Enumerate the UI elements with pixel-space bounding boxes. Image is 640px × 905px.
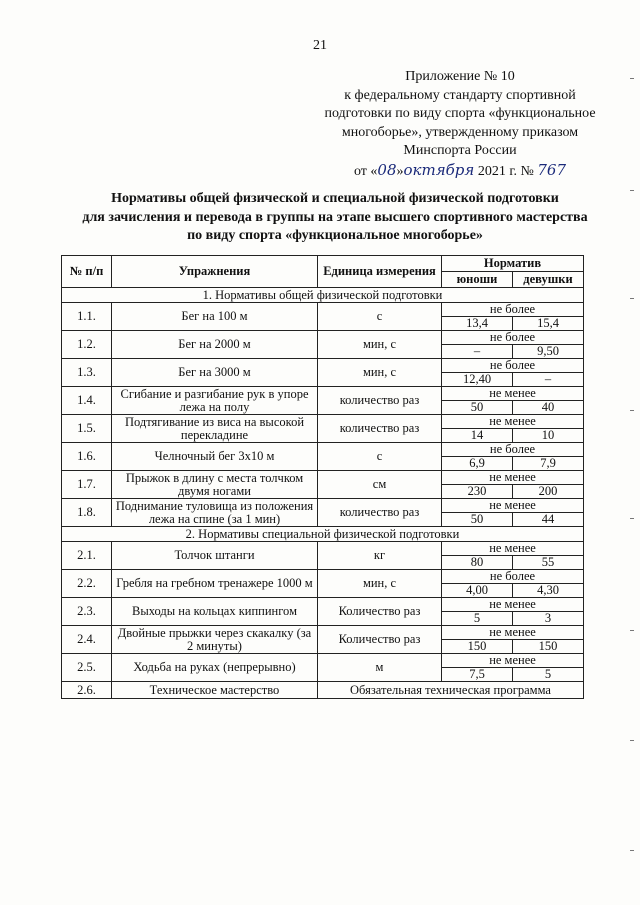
row-exercise: Бег на 3000 м: [112, 359, 318, 387]
row-boys-value: 150: [442, 640, 513, 654]
table-row: [62, 598, 584, 612]
row-condition: не более: [442, 303, 584, 317]
row-exercise: Бег на 2000 м: [112, 331, 318, 359]
row-boys-value: 230: [442, 485, 513, 499]
row-unit: мин, с: [318, 331, 442, 359]
title-line: Нормативы общей физической и специальной физической подготовки: [111, 191, 559, 206]
row-condition: не менее: [442, 471, 584, 485]
page-number: 21: [313, 38, 327, 53]
row-boys-value: 14: [442, 429, 513, 443]
row-unit: Количество раз: [318, 598, 442, 626]
row-condition: не менее: [442, 387, 584, 401]
header-exercise: Упражнения: [112, 256, 318, 288]
margin-mark: [630, 190, 634, 191]
header-norm: Норматив: [442, 256, 584, 272]
row-condition: не менее: [442, 542, 584, 556]
row-unit: см: [318, 471, 442, 499]
appendix-line: многоборье», утвержденному приказом: [341, 124, 579, 140]
row-girls-value: 40: [513, 401, 584, 415]
row-unit: количество раз: [318, 415, 442, 443]
table-row: [62, 682, 584, 699]
margin-mark: [630, 630, 634, 631]
date-month-handwritten: октября: [403, 160, 475, 179]
row-num: 2.3.: [62, 598, 112, 626]
row-boys-value: –: [442, 345, 513, 359]
row-girls-value: 44: [513, 513, 584, 527]
row-boys-value: 6,9: [442, 457, 513, 471]
row-unit: мин, с: [318, 359, 442, 387]
row-girls-value: 9,50: [513, 345, 584, 359]
row-unit: с: [318, 443, 442, 471]
row-exercise: Прыжок в длину с места толчком двумя ногами: [112, 471, 318, 499]
section-1-rows: [62, 303, 584, 527]
row-num: 2.5.: [62, 654, 112, 682]
row-unit: Количество раз: [318, 626, 442, 654]
row-condition: не более: [442, 331, 584, 345]
row-num: 2.6.: [62, 682, 112, 699]
section-title: 1. Нормативы общей физической подготовки: [62, 288, 584, 303]
row-unit: м: [318, 654, 442, 682]
row-boys-value: 12,40: [442, 373, 513, 387]
header-boys: юноши: [442, 272, 513, 288]
row-condition: не более: [442, 443, 584, 457]
table-row: [62, 626, 584, 640]
order-date-line: [300, 161, 620, 182]
row-girls-value: 15,4: [513, 317, 584, 331]
row-condition: не менее: [442, 626, 584, 640]
header-girls: девушки: [513, 272, 584, 288]
row-num: 1.2.: [62, 331, 112, 359]
row-girls-value: –: [513, 373, 584, 387]
table-row: [62, 387, 584, 401]
margin-mark: [630, 518, 634, 519]
appendix-line: подготовки по виду спорта «функциональное: [324, 106, 596, 121]
appendix-line: Минспорта России: [403, 143, 517, 158]
row-condition: не менее: [442, 415, 584, 429]
table-row: [62, 542, 584, 556]
row-num: 1.6.: [62, 443, 112, 471]
date-year: 2021 г. №: [474, 163, 538, 179]
row-boys-value: 4,00: [442, 584, 513, 598]
title-line: по виду спорта «функциональное многоборье»: [187, 228, 483, 243]
row-girls-value: 5: [513, 668, 584, 682]
row-boys-value: 80: [442, 556, 513, 570]
row-girls-value: 150: [513, 640, 584, 654]
order-number-handwritten: 767: [537, 160, 567, 179]
appendix-header: [300, 68, 620, 181]
row-girls-value: 55: [513, 556, 584, 570]
row-unit: мин, с: [318, 570, 442, 598]
table-row: [62, 359, 584, 373]
date-mid: »: [396, 163, 404, 179]
appendix-line: Приложение № 10: [405, 69, 515, 84]
row-exercise: Поднимание туловища из положения лежа на спине (за 1 мин): [112, 499, 318, 527]
row-exercise: Ходьба на руках (непрерывно): [112, 654, 318, 682]
row-num: 1.1.: [62, 303, 112, 331]
row-girls-value: 7,9: [513, 457, 584, 471]
section-title: 2. Нормативы специальной физической подготовки: [62, 527, 584, 542]
row-exercise: Двойные прыжки через скакалку (за 2 минуты): [112, 626, 318, 654]
row-num: 1.8.: [62, 499, 112, 527]
table-row: [62, 443, 584, 457]
table-row: [62, 415, 584, 429]
row-condition: не более: [442, 359, 584, 373]
row-num: 1.5.: [62, 415, 112, 443]
row-girls-value: 10: [513, 429, 584, 443]
row-num: 1.4.: [62, 387, 112, 415]
margin-mark: [630, 740, 634, 741]
header-num: № п/п: [62, 256, 112, 288]
row-num: 2.1.: [62, 542, 112, 570]
row-exercise: Толчок штанги: [112, 542, 318, 570]
row-boys-value: 7,5: [442, 668, 513, 682]
row-exercise: Сгибание и разгибание рук в упоре лежа на полу: [112, 387, 318, 415]
table-row: [62, 471, 584, 485]
row-requirement: Обязательная техническая программа: [318, 682, 584, 699]
date-day-handwritten: 08: [377, 160, 397, 179]
margin-mark: [630, 78, 634, 79]
table-header-row: [62, 256, 584, 272]
row-condition: не более: [442, 570, 584, 584]
row-exercise: Челночный бег 3x10 м: [112, 443, 318, 471]
row-girls-value: 200: [513, 485, 584, 499]
row-unit: с: [318, 303, 442, 331]
section-row: [62, 527, 584, 542]
row-condition: не менее: [442, 654, 584, 668]
margin-mark: [630, 298, 634, 299]
row-num: 2.4.: [62, 626, 112, 654]
header-unit: Единица измерения: [318, 256, 442, 288]
row-exercise: Подтягивание из виса на высокой перекладине: [112, 415, 318, 443]
row-exercise: Техническое мастерство: [112, 682, 318, 699]
row-boys-value: 5: [442, 612, 513, 626]
row-exercise: Выходы на кольцах киппингом: [112, 598, 318, 626]
row-num: 1.3.: [62, 359, 112, 387]
margin-mark: [630, 410, 634, 411]
title-line: для зачисления и перевода в группы на этапе высшего спортивного мастерства: [82, 209, 588, 225]
row-exercise: Бег на 100 м: [112, 303, 318, 331]
row-unit: количество раз: [318, 499, 442, 527]
section-row: [62, 288, 584, 303]
row-girls-value: 3: [513, 612, 584, 626]
section-2-rows: [62, 542, 584, 682]
row-condition: не менее: [442, 598, 584, 612]
table-row: [62, 654, 584, 668]
appendix-line: к федеральному стандарту спортивной: [344, 87, 576, 103]
row-exercise: Гребля на гребном тренажере 1000 м: [112, 570, 318, 598]
row-unit: кг: [318, 542, 442, 570]
row-condition: не менее: [442, 499, 584, 513]
document-title: [30, 190, 640, 246]
row-num: 1.7.: [62, 471, 112, 499]
table-row: [62, 331, 584, 345]
row-num: 2.2.: [62, 570, 112, 598]
date-prefix: от «: [353, 163, 378, 179]
table-row: [62, 303, 584, 317]
margin-mark: [630, 850, 634, 851]
norms-table: [61, 255, 584, 699]
row-boys-value: 50: [442, 401, 513, 415]
row-girls-value: 4,30: [513, 584, 584, 598]
row-boys-value: 50: [442, 513, 513, 527]
row-unit: количество раз: [318, 387, 442, 415]
table-row: [62, 570, 584, 584]
table-row: [62, 499, 584, 513]
row-boys-value: 13,4: [442, 317, 513, 331]
